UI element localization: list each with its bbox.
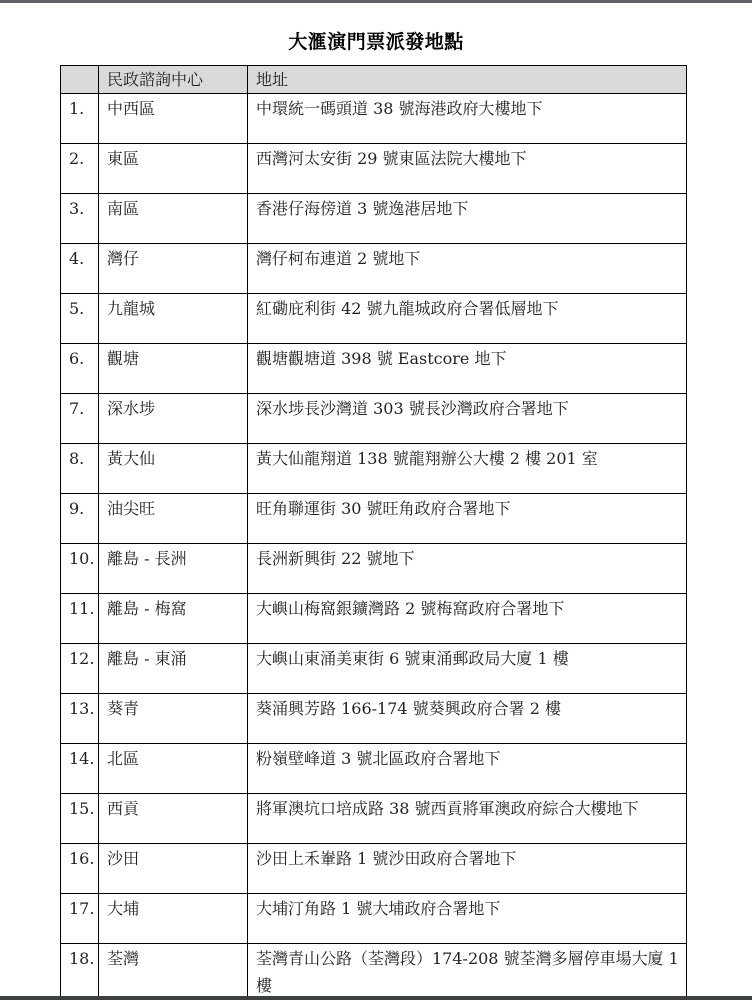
- header-address: 地址: [248, 66, 687, 94]
- header-number: [61, 66, 99, 94]
- row-address: 大嶼山梅窩銀鑛灣路 2 號梅窩政府合署地下: [248, 594, 687, 644]
- table-row: [61, 344, 687, 394]
- document-page: [0, 3, 752, 996]
- table-row: [61, 94, 687, 144]
- table-row: [61, 844, 687, 894]
- table-row: [61, 144, 687, 194]
- table-row: [61, 644, 687, 694]
- distribution-points-table: [60, 65, 687, 1000]
- row-address: 粉嶺壁峰道 3 號北區政府合署地下: [248, 744, 687, 794]
- row-number: 1.: [61, 94, 99, 144]
- row-number: 2.: [61, 144, 99, 194]
- table-row: [61, 544, 687, 594]
- row-number: 18.: [61, 944, 99, 1000]
- row-number: 6.: [61, 344, 99, 394]
- row-address: 葵涌興芳路 166-174 號葵興政府合署 2 樓: [248, 694, 687, 744]
- viewer-bottom-border: [0, 996, 752, 1000]
- row-number: 12.: [61, 644, 99, 694]
- table-row: [61, 944, 687, 1000]
- table-row: [61, 594, 687, 644]
- row-number: 8.: [61, 444, 99, 494]
- table-row: [61, 894, 687, 944]
- row-address: 西灣河太安街 29 號東區法院大樓地下: [248, 144, 687, 194]
- row-district: 離島 - 東涌: [99, 644, 248, 694]
- table-row: [61, 194, 687, 244]
- row-district: 黃大仙: [99, 444, 248, 494]
- row-address: 大埔汀角路 1 號大埔政府合署地下: [248, 894, 687, 944]
- row-number: 13.: [61, 694, 99, 744]
- row-address: 沙田上禾輋路 1 號沙田政府合署地下: [248, 844, 687, 894]
- row-number: 5.: [61, 294, 99, 344]
- header-district-centre: 民政諮詢中心: [99, 66, 248, 94]
- row-district: 灣仔: [99, 244, 248, 294]
- table-header-row: [61, 66, 687, 94]
- row-address: 深水埗長沙灣道 303 號長沙灣政府合署地下: [248, 394, 687, 444]
- table-row: [61, 394, 687, 444]
- row-number: 15.: [61, 794, 99, 844]
- row-district: 西貢: [99, 794, 248, 844]
- row-district: 東區: [99, 144, 248, 194]
- row-number: 9.: [61, 494, 99, 544]
- row-number: 7.: [61, 394, 99, 444]
- table-row: [61, 794, 687, 844]
- row-number: 10.: [61, 544, 99, 594]
- row-number: 16.: [61, 844, 99, 894]
- row-number: 11.: [61, 594, 99, 644]
- row-address: 大嶼山東涌美東街 6 號東涌郵政局大廈 1 樓: [248, 644, 687, 694]
- row-number: 17.: [61, 894, 99, 944]
- table-row: [61, 294, 687, 344]
- row-district: 九龍城: [99, 294, 248, 344]
- row-address: 紅磡庇利街 42 號九龍城政府合署低層地下: [248, 294, 687, 344]
- row-address: 香港仔海傍道 3 號逸港居地下: [248, 194, 687, 244]
- row-district: 油尖旺: [99, 494, 248, 544]
- row-district: 離島 - 梅窩: [99, 594, 248, 644]
- row-address: 長洲新興街 22 號地下: [248, 544, 687, 594]
- row-number: 3.: [61, 194, 99, 244]
- row-number: 4.: [61, 244, 99, 294]
- row-district: 中西區: [99, 94, 248, 144]
- row-number: 14.: [61, 744, 99, 794]
- row-address: 灣仔柯布連道 2 號地下: [248, 244, 687, 294]
- row-address: 觀塘觀塘道 398 號 Eastcore 地下: [248, 344, 687, 394]
- table-body: [61, 94, 687, 1000]
- row-district: 大埔: [99, 894, 248, 944]
- row-address: 中環統一碼頭道 38 號海港政府大樓地下: [248, 94, 687, 144]
- row-district: 深水埗: [99, 394, 248, 444]
- table-row: [61, 444, 687, 494]
- row-district: 離島 - 長洲: [99, 544, 248, 594]
- table-row: [61, 744, 687, 794]
- row-district: 葵青: [99, 694, 248, 744]
- table-row: [61, 494, 687, 544]
- table-row: [61, 244, 687, 294]
- row-district: 荃灣: [99, 944, 248, 1000]
- row-address: 旺角聯運街 30 號旺角政府合署地下: [248, 494, 687, 544]
- row-district: 北區: [99, 744, 248, 794]
- row-district: 觀塘: [99, 344, 248, 394]
- row-address: 黃大仙龍翔道 138 號龍翔辦公大樓 2 樓 201 室: [248, 444, 687, 494]
- row-address: 將軍澳坑口培成路 38 號西貢將軍澳政府綜合大樓地下: [248, 794, 687, 844]
- table-row: [61, 694, 687, 744]
- row-district: 沙田: [99, 844, 248, 894]
- page-title: 大滙演門票派發地點: [288, 31, 464, 53]
- row-address: 荃灣青山公路（荃灣段）174-208 號荃灣多層停車場大廈 1 樓: [248, 944, 687, 1000]
- row-district: 南區: [99, 194, 248, 244]
